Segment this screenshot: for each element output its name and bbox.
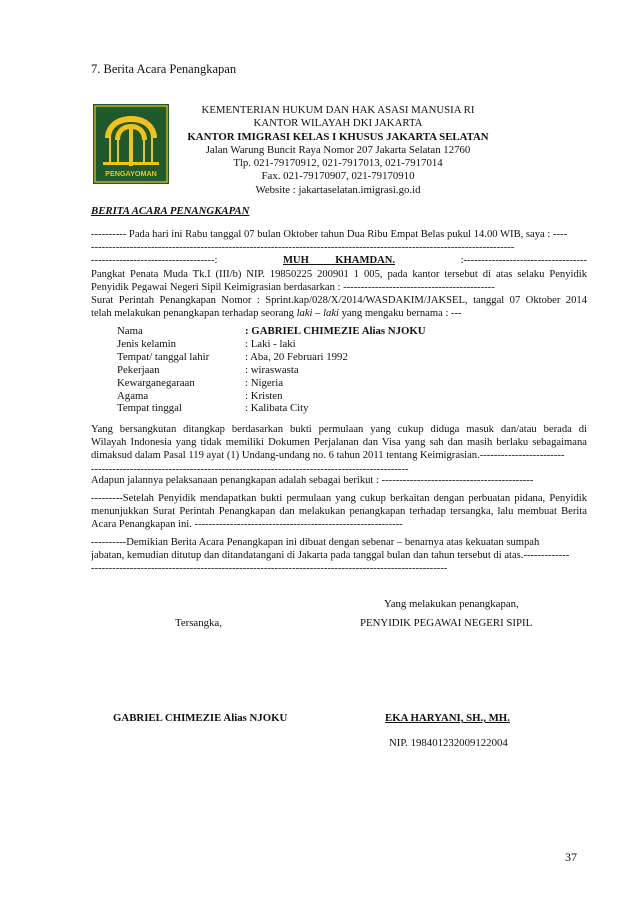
identity-row	[117, 338, 426, 351]
header-office: KANTOR IMIGRASI KELAS I KHUSUS JAKARTA SELATAN	[187, 130, 489, 143]
emphasis-text: laki – laki	[296, 308, 339, 320]
reason-paragraph	[91, 423, 587, 476]
investigator-signature-name: EKA HARYANI, SH., MH.	[385, 712, 510, 724]
identity-label: Pekerjaan	[117, 363, 160, 376]
page-number: 37	[565, 850, 577, 864]
reason-line: ------------------------------------------------------------------------------------------	[91, 463, 409, 475]
section-title: 7. Berita Acara Penangkapan	[91, 62, 237, 76]
identity-label: Agama	[117, 389, 149, 402]
opening-investigator-line	[91, 254, 587, 267]
document-title: BERITA ACARA PENANGKAPAN	[91, 205, 250, 217]
identity-value: : wiraswasta	[245, 363, 299, 376]
identity-row	[117, 351, 426, 364]
opening-line: Surat Perintah Penangkapan Nomor : Sprint.kap/028/X/2014/WASDAKIM/JAKSEL, tanggal 07 Oktober 2014	[91, 295, 587, 307]
pengayoman-logo	[93, 104, 169, 184]
closing-line: ----------Demikian Berita Acara Penangkapan ini dibuat dengan sebenar – benarnya atas kekuatan sumpah	[91, 537, 540, 548]
header-ministry: KEMENTERIAN HUKUM DAN HAK ASASI MANUSIA RI	[201, 104, 475, 116]
opening-line: ------------------------------------------------------------------------------------------------------------------------	[91, 242, 515, 254]
reason-line: dimaksud dalam Pasal 119 ayat (1) Undang-undang no. 6 tahun 2011 tentang Keimigrasian.------------------------	[91, 450, 565, 462]
dash-fill: :-----------------------------------	[460, 255, 587, 267]
identity-label: Tempat tinggal	[117, 402, 182, 415]
header-fax: Fax. 021-79170907, 021-79170910	[261, 170, 415, 183]
after-line: ---------Setelah Penyidik mendapatkan bukti permulaan yang cukup berkaitan dengan perbuatan pidana, Penyidik	[91, 493, 587, 504]
identity-row	[117, 390, 426, 403]
opening-paragraph	[91, 228, 587, 320]
identity-value: : Laki - laki	[245, 337, 296, 350]
opening-line: Penyidik Pegawai Negeri Sipil Keimigrasian berdasarkan : -------------------------------------------	[91, 281, 495, 293]
header-regional-office: KANTOR WILAYAH DKI JAKARTA	[253, 117, 423, 130]
opening-line	[91, 307, 587, 320]
header-address: Jalan Warung Buncit Raya Nomor 207 Jakarta Selatan 12760	[205, 143, 471, 156]
closing-paragraph	[91, 536, 587, 576]
identity-row	[117, 402, 426, 415]
suspect-name: GABRIEL CHIMEZIE Alias NJOKU	[113, 712, 288, 724]
pengayoman-emblem-icon	[93, 104, 169, 184]
opening-line: Pangkat Penata Muda Tk.I (III/b) NIP. 19850225 200901 1 005, pada kantor tersebut di atas selaku Penyidik	[91, 268, 587, 280]
text-run: yang mengaku bernama : ---	[338, 308, 462, 320]
investigator-name: MUH KHAMDAN.	[282, 255, 396, 267]
letterhead	[178, 104, 498, 197]
identity-label: Nama	[117, 325, 143, 337]
header-website: Website : jakartaselatan.imigrasi.go.id	[255, 183, 421, 196]
procedure-paragraph	[91, 474, 587, 487]
investigator-nip: NIP. 198401232009122004	[389, 737, 508, 749]
closing-line: jabatan, kemudian ditutup dan ditandatangani di Jakarta pada tanggal bulan dan tahun tersebut di atas.-------------	[91, 550, 570, 562]
identity-list	[117, 325, 426, 415]
identity-row	[117, 364, 426, 377]
investigator-label: PENYIDIK PEGAWAI NEGERI SIPIL	[360, 617, 533, 629]
identity-value: : Kristen	[245, 389, 283, 402]
identity-row	[117, 325, 426, 338]
text-run: telah melakukan penangkapan terhadap seorang	[91, 308, 297, 320]
opening-line: ---------- Pada hari ini Rabu tanggal 07 bulan Oktober tahun Dua Ribu Empat Belas pukul 14.00 WIB, saya : ----	[91, 229, 568, 240]
arresting-label: Yang melakukan penangkapan,	[384, 598, 519, 610]
dash-fill: -----------------------------------:	[91, 255, 218, 267]
closing-line: -----------------------------------------------------------------------------------------------------	[91, 563, 448, 575]
identity-value: : GABRIEL CHIMEZIE Alias NJOKU	[245, 325, 426, 337]
identity-label: Kewarganegaraan	[117, 376, 195, 389]
identity-row	[117, 377, 426, 390]
after-paragraph	[91, 492, 587, 532]
suspect-label: Tersangka,	[175, 617, 222, 629]
logo-label: PENGAYOMAN	[105, 169, 157, 178]
reason-line: Wilayah Indonesia yang tidak memiliki Dokumen Perjalanan dan Visa yang sah dan masih berlaku sebagaimana	[91, 437, 587, 449]
identity-value: : Nigeria	[245, 376, 284, 389]
identity-value: : Kalibata City	[245, 402, 309, 415]
identity-value: : Aba, 20 Februari 1992	[245, 350, 348, 363]
header-phone: Tlp. 021-79170912, 021-7917013, 021-7917014	[233, 157, 443, 170]
after-line: menunjukkan Surat Perintah Penangkapan dan melakukan penangkapan terhadap tersangka, lalu membuat Berita	[91, 506, 587, 518]
procedure-line: Adapun jalannya pelaksanaan penangkapan adalah sebagai berikut : -------------------------------------------	[91, 475, 534, 486]
identity-label: Jenis kelamin	[117, 337, 177, 350]
after-line: Acara Penangkapan ini. -----------------------------------------------------------	[91, 519, 403, 531]
reason-line: Yang bersangkutan ditangkap berdasarkan bukti permulaan yang cukup diduga masuk dan/atau berada di	[91, 424, 587, 435]
identity-label: Tempat/ tanggal lahir	[117, 350, 210, 363]
